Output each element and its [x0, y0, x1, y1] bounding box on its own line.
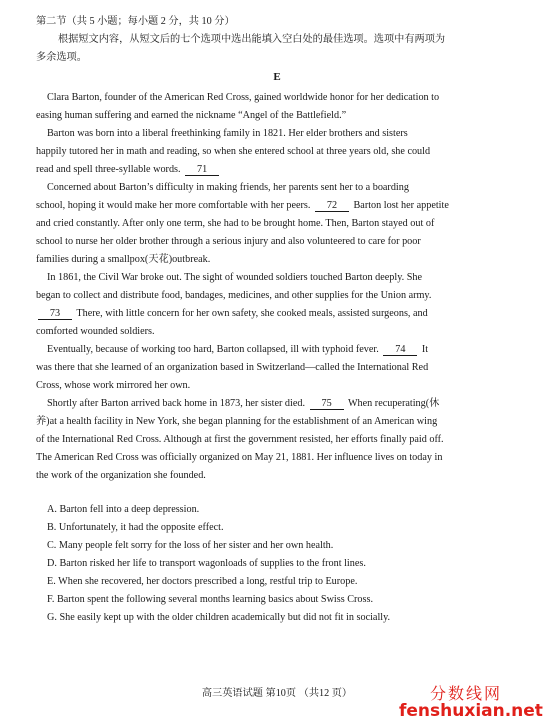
option-f[interactable]: F. Barton spent the following several months learning basics about Swiss Cross. [47, 594, 373, 605]
passage-text: read and spell three-syllable words. [36, 164, 181, 175]
section-heading: 第二节（共 5 小题；每小题 2 分，共 10 分） [36, 16, 235, 27]
passage-line: Concerned about Barton’s difficulty in making friends, her parents sent her to a boarding [47, 182, 409, 193]
blank-75[interactable]: 75 [310, 398, 344, 410]
passage-text: There, with little concern for her own safety, she cooked meals, assisted surgeons, and [76, 308, 428, 319]
passage-text: school, hoping it would make her more comfortable with her peers. [36, 200, 311, 211]
passage-line: and cried constantly. After only one term, she had to be brought home. Then, Barton stayed out of [36, 218, 435, 229]
watermark-chinese: 分数线网 [430, 684, 503, 703]
passage-text: Shortly after Barton arrived back home in 1873, her sister died. [47, 398, 306, 409]
option-a[interactable]: A. Barton fell into a deep depression. [47, 504, 200, 515]
passage-line: The American Red Cross was officially organized on May 21, 1881. Her influence lives on today in [36, 452, 443, 463]
option-c[interactable]: C. Many people felt sorry for the loss of her sister and her own health. [47, 540, 334, 551]
passage-line: of the International Red Cross. Although at first the government resisted, her efforts finally paid off. [36, 434, 444, 445]
passage-line: 养)at a health facility in New York, she began planning for the establishment of an American wing [36, 416, 438, 427]
passage-label: E [273, 71, 281, 83]
blank-72[interactable]: 72 [315, 200, 349, 212]
option-b[interactable]: B. Unfortunately, it had the opposite effect. [47, 522, 224, 533]
passage-line: easing human suffering and earned the nickname “Angel of the Battlefield.” [36, 110, 347, 121]
passage-line: Clara Barton, founder of the American Red Cross, gained worldwide honor for her dedication to [47, 92, 440, 103]
passage-line [0, 163, 554, 177]
passage-line: Barton was born into a liberal freethinking family in 1821. Her elder brothers and sisters [47, 128, 408, 139]
passage-line: comforted wounded soldiers. [36, 326, 155, 337]
passage-text: When recuperating(休 [347, 398, 440, 409]
passage-line: Cross, whose work mirrored her own. [36, 380, 191, 391]
passage-line [0, 397, 554, 411]
passage-line: happily tutored her in math and reading, so when she entered school at three years old, she could [36, 146, 431, 157]
option-e[interactable]: E. When she recovered, her doctors prescribed a long, restful trip to Europe. [47, 576, 358, 587]
page-footer: 高三英语试题 第10页 （共12 页） [201, 688, 353, 699]
instructions-line-2: 多余选项。 [36, 52, 87, 63]
passage-line: began to collect and distribute food, bandages, medicines, and other supplies for the Union army. [36, 290, 432, 301]
passage-line: school to nurse her older brother through a serious injury and also volunteered to care for poor [36, 236, 421, 247]
blank-74[interactable]: 74 [383, 344, 417, 356]
watermark-url: fenshuxian.net [399, 701, 543, 721]
blank-71[interactable]: 71 [185, 164, 219, 176]
passage-line: the work of the organization she founded. [36, 470, 206, 481]
passage-line [0, 343, 554, 357]
passage-line [0, 307, 554, 321]
passage-line: was there that she learned of an organization based in Switzerland—called the International Red [36, 362, 429, 373]
passage-line [0, 199, 554, 213]
blank-73[interactable]: 73 [38, 308, 72, 320]
passage-text: Barton lost her appetite [353, 200, 449, 211]
passage-text: Eventually, because of working too hard, Barton collapsed, ill with typhoid fever. [47, 344, 379, 355]
option-g[interactable]: G. She easily kept up with the older children academically but did not fit in socially. [47, 612, 391, 623]
passage-line: families during a smallpox(天花)outbreak. [36, 254, 211, 265]
instructions-line-1: 根据短文内容，从短文后的七个选项中选出能填入空白处的最佳选项。选项中有两项为 [58, 34, 446, 45]
passage-line: In 1861, the Civil War broke out. The sight of wounded soldiers touched Barton deeply. She [47, 272, 423, 283]
option-d[interactable]: D. Barton risked her life to transport wagonloads of supplies to the front lines. [47, 558, 366, 569]
passage-text: It [421, 344, 429, 355]
